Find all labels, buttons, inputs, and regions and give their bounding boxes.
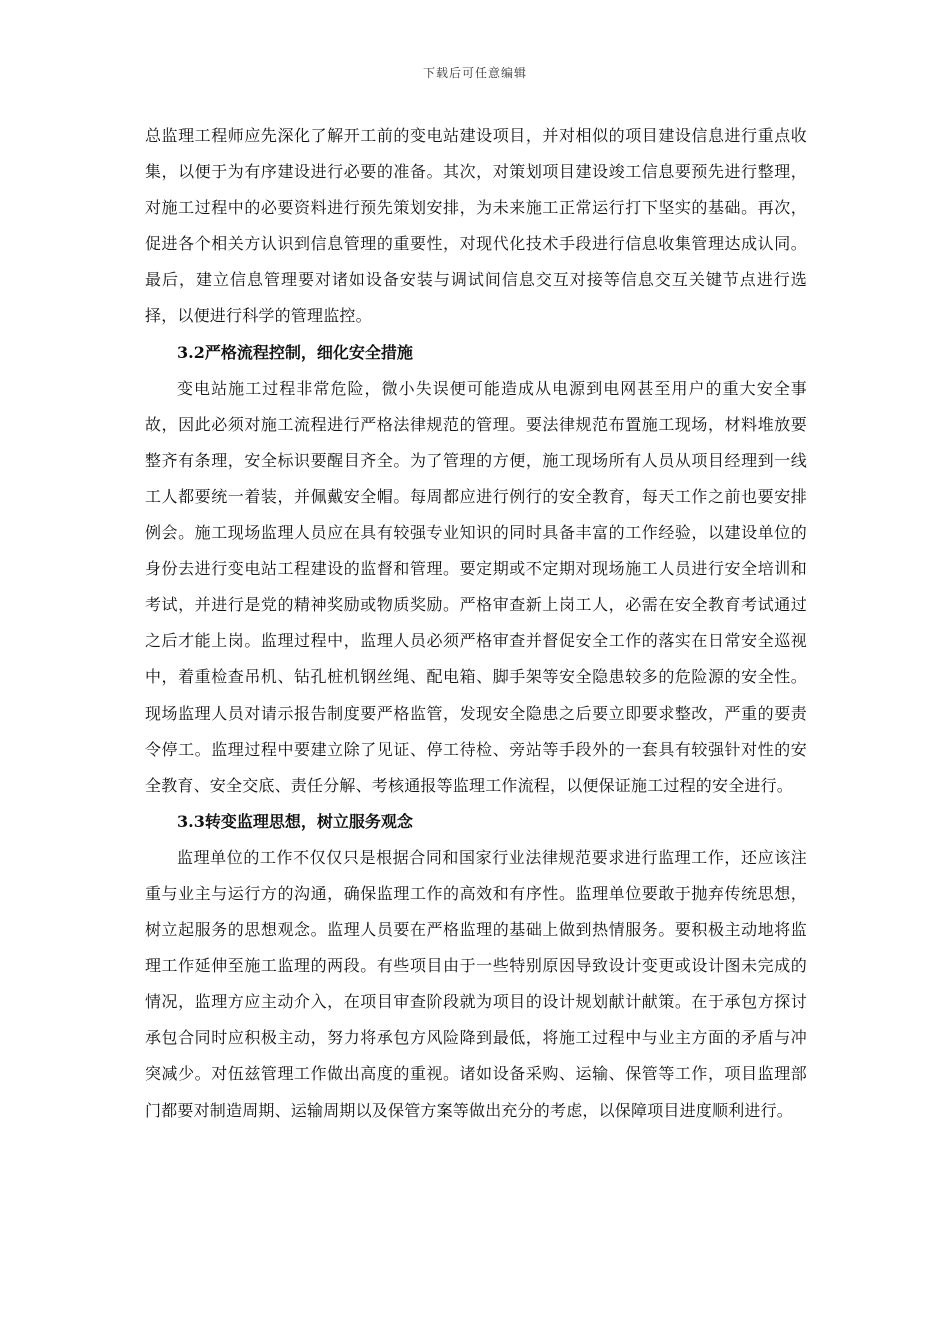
section-heading-3-3: 3.3转变监理思想，树立服务观念 (177, 811, 413, 831)
paragraph-safety-measures: 变电站施工过程非常危险，微小失误便可能造成从电源到电网甚至用户的重大安全事故，因此必须对施工流程进行严格法律规范的管理。要法律规范布置施工现场，材料堆放要整齐有条理，安全标识要醒目齐全。为了管理的方便，施工现场所有人员从项目经理到一线工人都要统一着装，并佩戴安全帽。每周都应进行例行的安全教育，每天工作之前也要安排例会。施工现场监理人员应在具有较强专业知识的同时具备丰富的工作经验，以建设单位的身份去进行变电站工程建设的监督和管理。要定期或不定期对现场施工人员进行安全培训和考试，并进行是党的精神奖励或物质奖励。严格审查新上岗工人，必需在安全教育考试通过之后才能上岗。监理过程中，监理人员必须严格审查并督促安全工作的落实在日常安全巡视中，着重检查吊机、钻孔桩机钢丝绳、配电箱、脚手架等安全隐患较多的危险源的安全性。现场监理人员对请示报告制度要严格监管，发现安全隐患之后要立即要求整改，严重的要责令停工。监理过程中要建立除了见证、停工待检、旁站等手段外的一套具有较强针对性的安全教育、安全交底、责任分解、考核通报等监理工作流程，以便保证施工过程的安全进行。 (145, 378, 807, 795)
paragraph-service-concept: 监理单位的工作不仅仅只是根据合同和国家行业法律规范要求进行监理工作，还应该注重与业主与运行方的沟通，确保监理工作的高效和有序性。监理单位要敢于抛弃传统思想， 树立起服务的思想观念。监理人员要在严格监理的基础上做到热情服务。要积极主动地将监理工作延伸至施工监理的两段。有些项目由于一些特别原因导致设计变更或设计图未完成的情况，监理方应主动介入，在项目审查阶段就为项目的设计规划献计献策。在于承包方探讨承包合同时应积极主动，努力将承包方风险降到最低，将施工过程中与业主方面的矛盾与冲突减少。对伍兹管理工作做出高度的重视。诸如设备采购、运输、保管等工作，项目监理部门都要对制造周期、运输周期以及保管方案等做出充分的考虑，以保障项目进度顺利进行。 (145, 847, 807, 1120)
section-heading-3-2: 3.2严格流程控制，细化安全措施 (177, 342, 413, 362)
page-header-note: 下载后可任意编辑 (422, 66, 527, 80)
paragraph-info-management: 总监理工程师应先深化了解开工前的变电站建设项目，并对相似的项目建设信息进行重点收集，以便于为有序建设进行必要的准备。其次，对策划项目建设竣工信息要预先进行整理，对施工过程中的必要资料进行预先策划安排，为未来施工正常运行打下坚实的基础。再次，促进各个相关方认识到信息管理的重要性，对现代化技术手段进行信息收集管理达成认同。最后，建立信息管理要对诸如设备安装与调试间信息交互对接等信息交互关键节点进行选择，以便进行科学的管理监控。 (145, 126, 807, 326)
document-body (145, 118, 807, 1129)
